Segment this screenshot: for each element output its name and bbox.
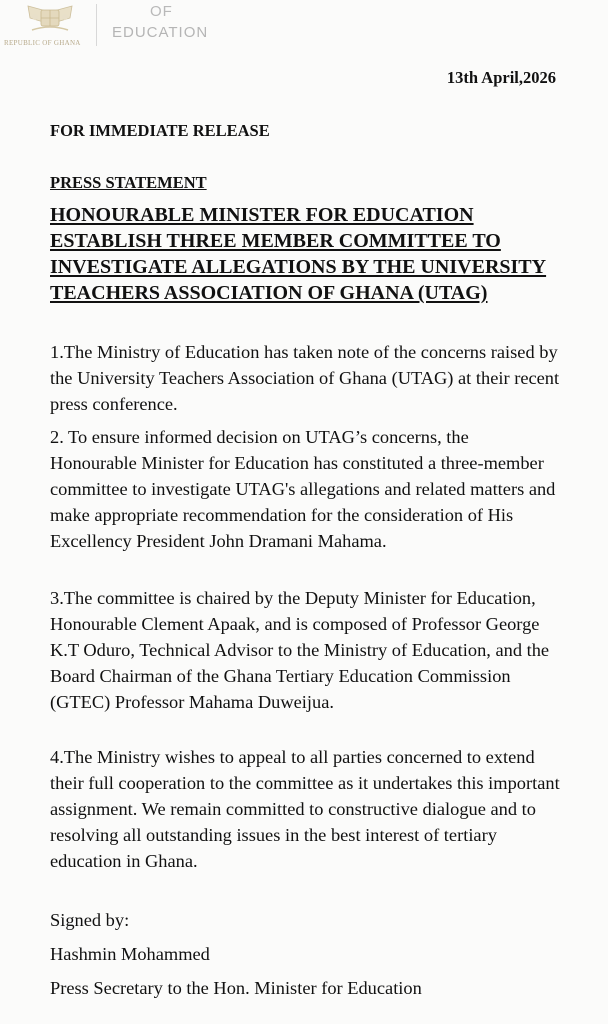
paragraph-3: 3.The committee is chaired by the Deputy Minister for Education, Honourable Clement Apaak, and is composed of Professor George K.T Oduro, Technical Advisor to the Ministry of Education, and the Board Chairman of the Ghana Tertiary Education Commission (GTEC) Professor Mahama Duweijua. (50, 588, 550, 712)
letterhead (0, 0, 608, 50)
release-date: 13th April,2026 (446, 68, 556, 87)
section-label: PRESS STATEMENT (50, 173, 207, 192)
letterhead-divider (96, 4, 97, 46)
headline: HONOURABLE MINISTER FOR EDUCATION ESTABLISH THREE MEMBER COMMITTEE TO INVESTIGATE ALLEGATIONS BY THE UNIVERSITY TEACHERS ASSOCIATION OF GHANA (UTAG) (50, 204, 547, 304)
signed-by-label: Signed by: (50, 910, 130, 930)
signatory-name: Hashmin Mohammed (50, 944, 210, 964)
ministry-name: EDUCATION (112, 24, 209, 41)
paragraph-4: 4.The Ministry wishes to appeal to all parties concerned to extend their full cooperation to the committee as it undertakes this important assignment. We remain committed to constructive dialogue and to resolving all outstanding issues in the best interest of tertiary education in Ghana. (50, 747, 560, 871)
signatory-title: Press Secretary to the Hon. Minister for Education (50, 978, 422, 998)
ghana-coat-of-arms-icon (22, 4, 78, 34)
paragraph-1: 1.The Ministry of Education has taken note of the concerns raised by the University Teachers Association of Ghana (UTAG) at their recent press conference. (50, 342, 560, 414)
crest-caption: REPUBLIC OF GHANA (4, 39, 81, 47)
release-line: FOR IMMEDIATE RELEASE (50, 121, 270, 140)
paragraph-2: 2. To ensure informed decision on UTAG’s concerns, the Honourable Minister for Education has constituted a three-member committee to investigate UTAG's allegations and related matters and make appropriate recommendation for the consideration of His Excellency President John Dramani Mahama. (50, 427, 556, 551)
ministry-name-top-line: OF (150, 3, 173, 20)
